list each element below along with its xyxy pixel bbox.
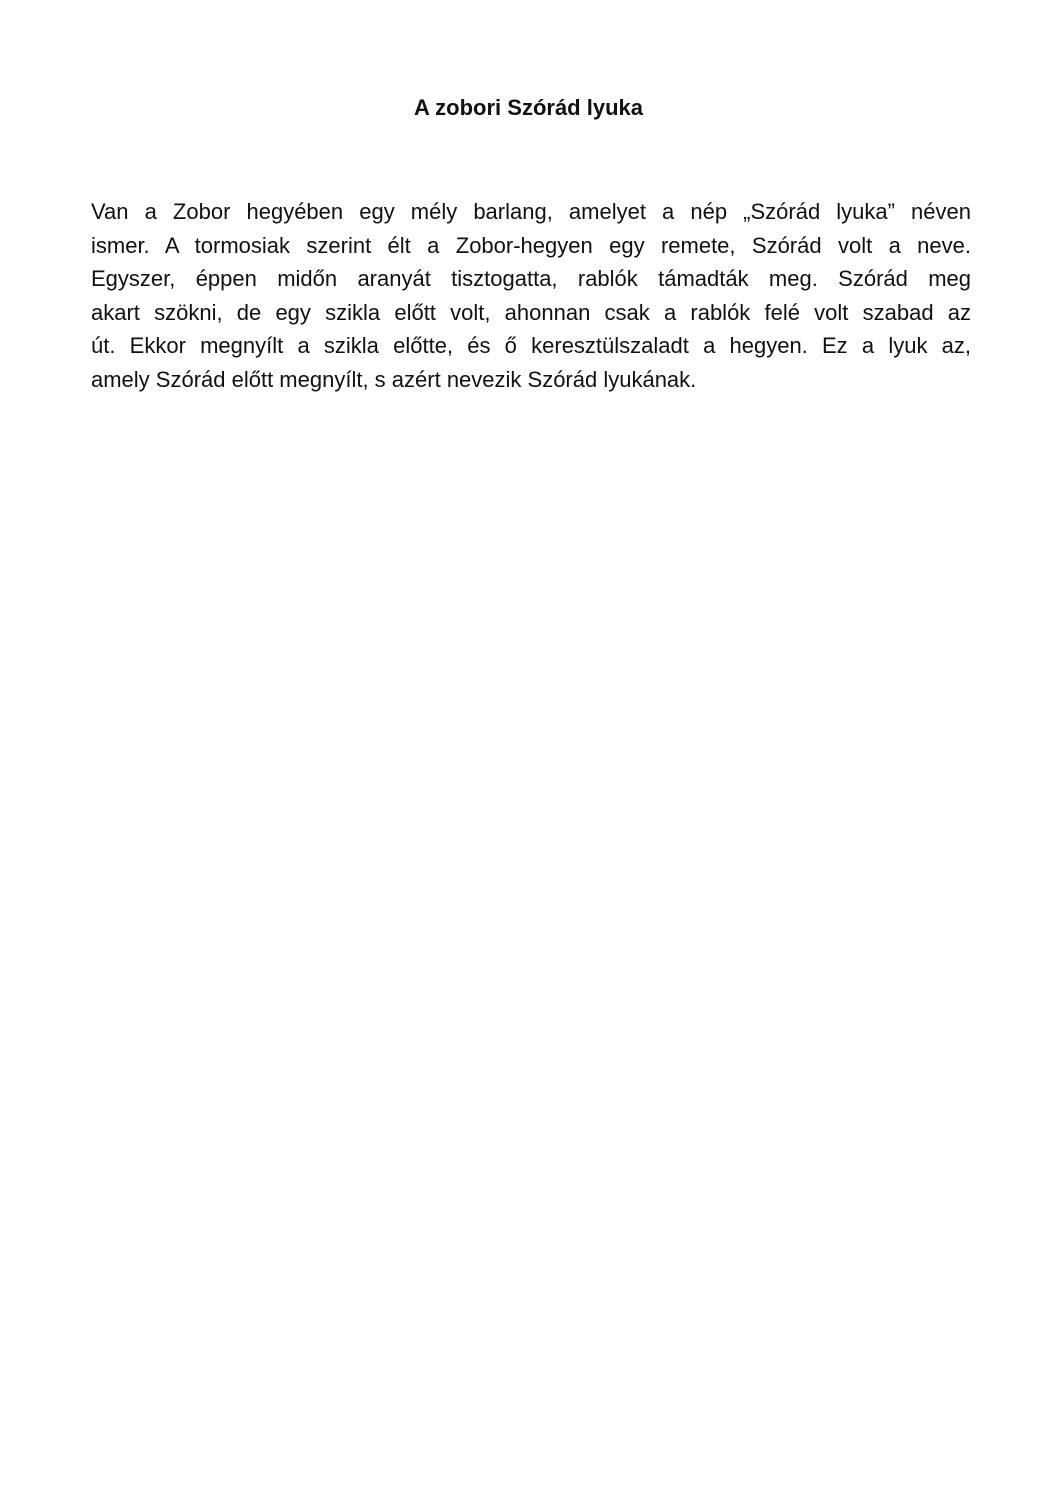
body-line: út. Ekkor megnyílt a szikla előtte, és ő keresztülszaladt a hegyen. Ez a lyuk az, (91, 333, 971, 358)
body-line: amely Szórád előtt megnyílt, s azért nevezik Szórád lyukának. (91, 366, 697, 392)
body-line: akart szökni, de egy szikla előtt volt, ahonnan csak a rablók felé volt szabad az (91, 299, 971, 325)
body-line: ismer. A tormosiak szerint élt a Zobor-hegyen egy remete, Szórád volt a neve. (91, 232, 971, 258)
body-line: Van a Zobor hegyében egy mély barlang, amelyet a nép „Szórád lyuka” néven (91, 199, 971, 224)
document-title: A zobori Szórád lyuka (413, 95, 643, 120)
document-body (91, 195, 971, 396)
body-line: Egyszer, éppen midőn aranyát tisztogatta, rablók támadták meg. Szórád meg (91, 266, 971, 291)
